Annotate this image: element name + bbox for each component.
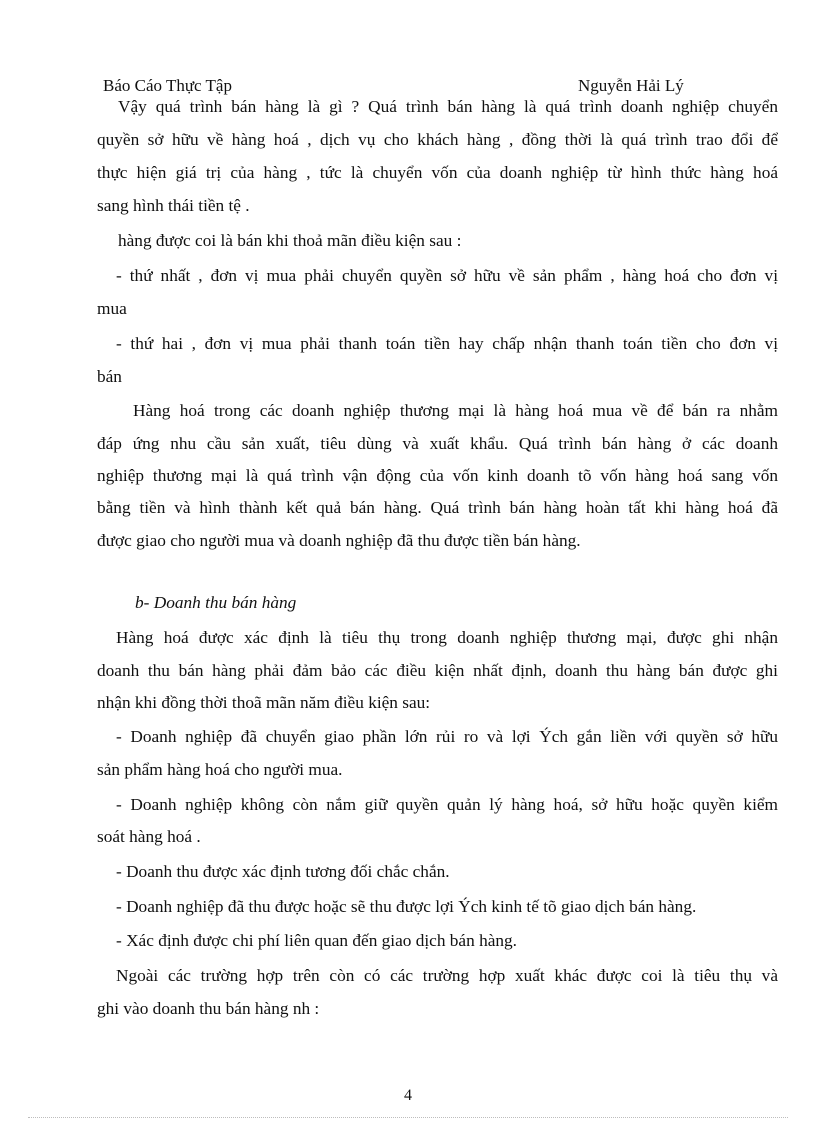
page-divider bbox=[28, 1117, 788, 1118]
text-line: sản phẩm hàng hoá cho người mua. bbox=[97, 760, 343, 779]
text-line: thực hiện giá trị của hàng , tức là chuyển vốn của doanh nghiệp từ hình thức hàng hoá bbox=[97, 163, 778, 182]
text-line: bán bbox=[97, 367, 122, 386]
text-line: - thứ nhất , đơn vị mua phải chuyển quyền sở hữu về sản phẩm , hàng hoá cho đơn vị bbox=[116, 266, 778, 285]
text-line: doanh thu bán hàng phải đảm bảo các điều kiện nhất định, doanh thu hàng bán được ghi bbox=[97, 661, 778, 680]
text-line: Vậy quá trình bán hàng là gì ? Quá trình bán hàng là quá trình doanh nghiệp chuyển bbox=[118, 97, 778, 116]
text-line: đáp ứng nhu cầu sản xuất, tiêu dùng và xuất khẩu. Quá trình bán hàng ở các doanh bbox=[97, 434, 778, 453]
header-left: Báo Cáo Thực Tập bbox=[103, 76, 232, 95]
text-line: hàng được coi là bán khi thoả mãn điều kiện sau : bbox=[118, 231, 462, 250]
section-heading: b- Doanh thu bán hàng bbox=[135, 593, 297, 612]
text-line: nghiệp thương mại là quá trình vận động của vốn kinh doanh tõ vốn hàng hoá sang vốn bbox=[97, 466, 778, 485]
page-number: 4 bbox=[404, 1087, 412, 1104]
text-line: mua bbox=[97, 299, 127, 318]
text-line: - Xác định được chi phí liên quan đến giao dịch bán hàng. bbox=[116, 931, 517, 950]
text-line: Hàng hoá được xác định là tiêu thụ trong doanh nghiệp thương mại, được ghi nhận bbox=[116, 628, 778, 647]
text-line: quyền sở hữu về hàng hoá , dịch vụ cho khách hàng , đồng thời là quá trình trao đổi để bbox=[97, 130, 778, 149]
text-line: soát hàng hoá . bbox=[97, 827, 201, 846]
text-line: - Doanh nghiệp đã chuyển giao phần lớn rủi ro và lợi Ých gắn liền với quyền sở hữu bbox=[116, 727, 778, 746]
text-line: sang hình thái tiền tệ . bbox=[97, 196, 250, 215]
text-line: ghi vào doanh thu bán hàng nh : bbox=[97, 999, 320, 1018]
text-line: bằng tiền và hình thành kết quả bán hàng. Quá trình bán hàng hoàn tất khi hàng hoá đã bbox=[97, 498, 778, 517]
text-line: - Doanh nghiệp không còn nắm giữ quyền quản lý hàng hoá, sở hữu hoặc quyền kiểm bbox=[116, 795, 778, 814]
text-line: nhận khi đồng thời thoã mãn năm điều kiện sau: bbox=[97, 693, 431, 712]
header-right: Nguyễn Hải Lý bbox=[578, 76, 684, 95]
text-line: Hàng hoá trong các doanh nghiệp thương mại là hàng hoá mua về để bán ra nhằm bbox=[133, 401, 778, 420]
text-line: Ngoài các trường hợp trên còn có các trường hợp xuất khác được coi là tiêu thụ và bbox=[116, 966, 778, 985]
text-line: - thứ hai , đơn vị mua phải thanh toán tiền hay chấp nhận thanh toán tiền cho đơn vị bbox=[116, 334, 778, 353]
text-line: được giao cho người mua và doanh nghiệp đã thu được tiền bán hàng. bbox=[97, 531, 581, 550]
text-line: - Doanh thu được xác định tương đối chắc chắn. bbox=[116, 862, 450, 881]
text-line: - Doanh nghiệp đã thu được hoặc sẽ thu được lợi Ých kinh tế tõ giao dịch bán hàng. bbox=[116, 897, 697, 916]
